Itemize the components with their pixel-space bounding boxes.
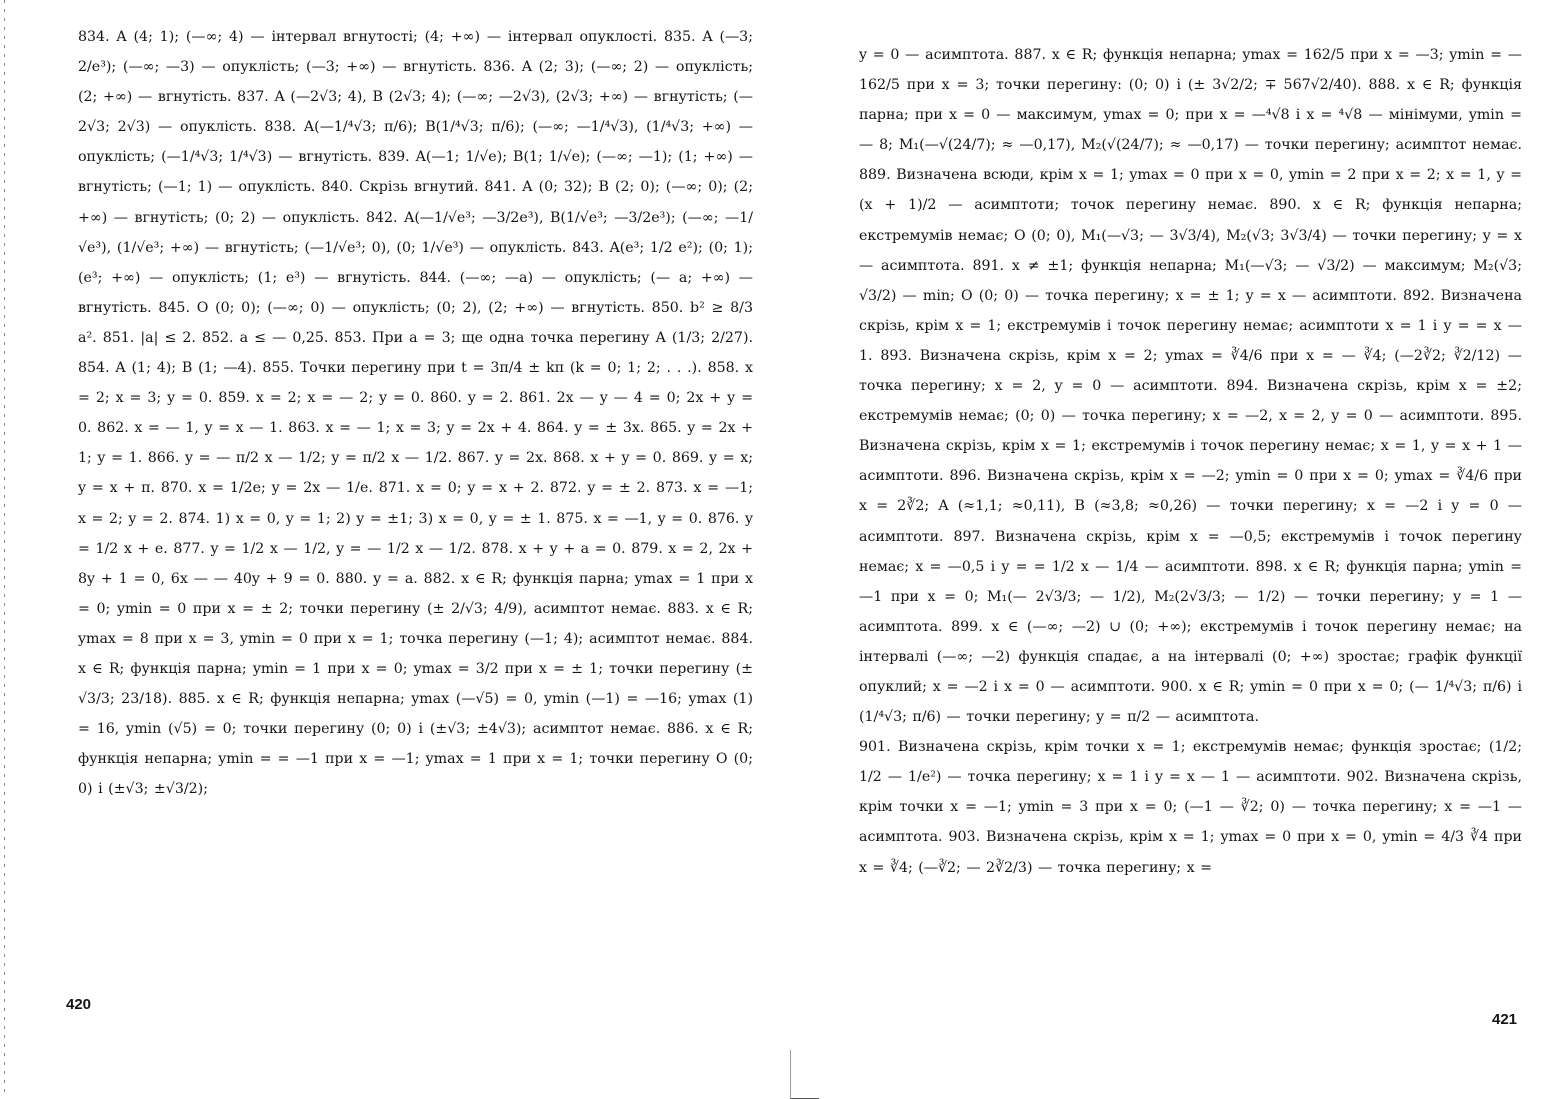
right-page-number: 421 [1492,1011,1518,1028]
answers-paragraph: 901. Визначена скрізь, крім точки x = 1; екстремумів немає; функція зростає; (1/2; 1/2 — 1/e²) — точка перегину; x = 1 і y = x — 1 — асимптоти. 902. Визначена скрізь, крім точки x = —1; ymin = 3 при x = 0; (—1 — ∛2; 0) — точка перегину; x = —1 — асимптота. 903. Визначена скрізь, крім x = 1; ymax = 0 при x = 0, ymin = 4/3 ∛4 при x = ∛4; (—∛2; — 2∛2/3) — точка перегину; x = [859,739,1522,876]
left-page [0,0,783,1098]
gutter-mark [790,1050,819,1099]
left-page-number: 420 [66,996,92,1013]
answers-paragraph: y = 0 — асимптота. 887. x ∈ R; функція непарна; ymax = 162/5 при x = —3; ymin = — 162/5 при x = 3; точки перегину: (0; 0) і (± 3√2/2; ∓ 567√2/40). 888. x ∈ R; функція парна; при x = 0 — максимум, ymax = 0; при x = —⁴√8 і x = ⁴√8 — мінімуми, ymin = — 8; M₁(—√(24/7); ≈ —0,17), M₂(√(24/7); ≈ —0,17) — точки перегину; асимптот немає. 889. Визначена всюди, крім x = 1; ymax = 0 при x = 0, ymin = 2 при x = 2; x = 1, y = (x + 1)/2 — асимптоти; точок перегину немає. 890. x ∈ R; функція непарна; екстремумів немає; O (0; 0), M₁(—√3; — 3√3/4), M₂(√3; 3√3/4) — точки перегину; y = x — асимптота. 891. x ≠ ±1; функція непарна; M₁(—√3; — √3/2) — максимум; M₂(√3; √3/2) — min; O (0; 0) — точка перегину; x = ± 1; y = x — асимптоти. 892. Визначена скрізь, крім x = 1; екстремумів і точок перегину немає; асимптоти x = 1 і y = = x — 1. 893. Визначена скрізь, крім x = 2; ymax = ∛4/6 при x = — ∛4; (—2∛2; ∛2/12) — точка перегину; x = 2, y = 0 — асимптоти. 894. Визначена скрізь, крім x = ±2; екстремумів немає; (0; 0) — точка перегину; x = —2, x = 2, y = 0 — асимптоти. 895. Визначена скрізь, крім x = 1; екстремумів і точок перегину немає; x = 1, y = x + 1 — асимптоти. 896. Визначена скрізь, крім x = —2; ymin = 0 при x = 0; ymax = ∛4/6 при x = 2∛2; A (≈1,1; ≈0,11), B (≈3,8; ≈0,26) — точки перегину; x = —2 і y = 0 — асимптоти. 897. Визначена скрізь, крім x = —0,5; екстремумів і точок перегину немає; x = —0,5 і y = = 1/2 x — 1/4 — асимптоти. 898. x ∈ R; функція парна; ymin = —1 при x = 0; M₁(— 2√3/3; — 1/2), M₂(2√3/3; — 1/2) — точки перегину; y = 1 — асимптота. 899. x ∈ (—∞; —2) ∪ (0; +∞); екстремумів і точок перегину немає; на інтервалі (—∞; —2) функція спадає, а на інтервалі (0; +∞) зростає; графік функції опуклий; x = —2 і x = 0 — асимптоти. 900. x ∈ R; ymin = 0 при x = 0; (— 1/⁴√3; π/6) і (1/⁴√3; π/6) — точки перегину; y = π/2 — асимптота. [859,47,1522,726]
left-page-text [78,22,753,804]
right-page [783,0,1566,1098]
answers-paragraph: 834. A (4; 1); (—∞; 4) — інтервал вгнутості; (4; +∞) — інтервал опуклості. 835. A (—3; 2/e³); (—∞; —3) — опуклість; (—3; +∞) — вгнутість. 836. A (2; 3); (—∞; 2) — опуклість; (2; +∞) — вгнутість. 837. A (—2√3; 4), B (2√3; 4); (—∞; —2√3), (2√3; +∞) — вгнутість; (—2√3; 2√3) — опуклість. 838. A(—1/⁴√3; π/6); B(1/⁴√3; π/6); (—∞; —1/⁴√3), (1/⁴√3; +∞) — опуклість; (—1/⁴√3; 1/⁴√3) — вгнутість. 839. A(—1; 1/√e); B(1; 1/√e); (—∞; —1); (1; +∞) — вгнутість; (—1; 1) — опуклість. 840. Скрізь вгнутий. 841. A (0; 32); B (2; 0); (—∞; 0); (2; +∞) — вгнутість; (0; 2) — опуклість. 842. A(—1/√e³; —3/2e³), B(1/√e³; —3/2e³); (—∞; —1/√e³), (1/√e³; +∞) — вгнутість; (—1/√e³; 0), (0; 1/√e³) — опуклість. 843. A(e³; 1/2 e²); (0; 1); (e³; +∞) — опуклість; (1; e³) — вгнутість. 844. (—∞; —a) — опуклість; (— a; +∞) — вгнутість. 845. O (0; 0); (—∞; 0) — опуклість; (0; 2), (2; +∞) — вгнутість. 850. b² ≥ 8/3 a². 851. |a| ≤ 2. 852. a ≤ — 0,25. 853. При a = 3; ще одна точка перегину A (1/3; 2/27). 854. A (1; 4); B (1; —4). 855. Точки перегину при t = 3π/4 ± kπ (k = 0; 1; 2; . . .). 858. x = 2; x = 3; y = 0. 859. x = 2; x = — 2; y = 0. 860. y = 2. 861. 2x — y — 4 = 0; 2x + y = 0. 862. x = — 1, y = x — 1. 863. x = — 1; x = 3; y = 2x + 4. 864. y = ± 3x. 865. y = 2x + 1; y = 1. 866. y = — π/2 x — 1/2; y = π/2 x — 1/2. 867. y = 2x. 868. x + y = 0. 869. y = x; y = x + π. 870. x = 1/2e; y = 2x — 1/e. 871. x = 0; y = x + 2. 872. y = ± 2. 873. x = —1; x = 2; y = 2. 874. 1) x = 0, y = 1; 2) y = ±1; 3) x = 0, y = ± 1. 875. x = —1, y = 0. 876. y = 1/2 x + e. 877. y = 1/2 x — 1/2, y = — 1/2 x — 1/2. 878. x + y + a = 0. 879. x = 2, 2x + 8y + 1 = 0, 6x — — 40y + 9 = 0. 880. y = a. 882. x ∈ R; функція парна; ymax = 1 при x = 0; ymin = 0 при x = ± 2; точки перегину (± 2/√3; 4/9), асимптот немає. 883. x ∈ R; ymax = 8 при x = 3, ymin = 0 при x = 1; точка перегину (—1; 4); асимптот немає. 884. x ∈ R; функція парна; ymin = 1 при x = 0; ymax = 3/2 при x = ± 1; точки перегину (± √3/3; 23/18). 885. x ∈ R; функція непарна; ymax (—√5) = 0, ymin (—1) = —16; ymax (1) = 16, ymin (√5) = 0; точки перегину (0; 0) і (±√3; ±4√3); асимптот немає. 886. x ∈ R; функція непарна; ymin = = —1 при x = —1; ymax = 1 при x = 1; точки перегину O (0; 0) і (±√3; ±√3/2); [78,29,753,798]
right-page-text [859,40,1522,883]
